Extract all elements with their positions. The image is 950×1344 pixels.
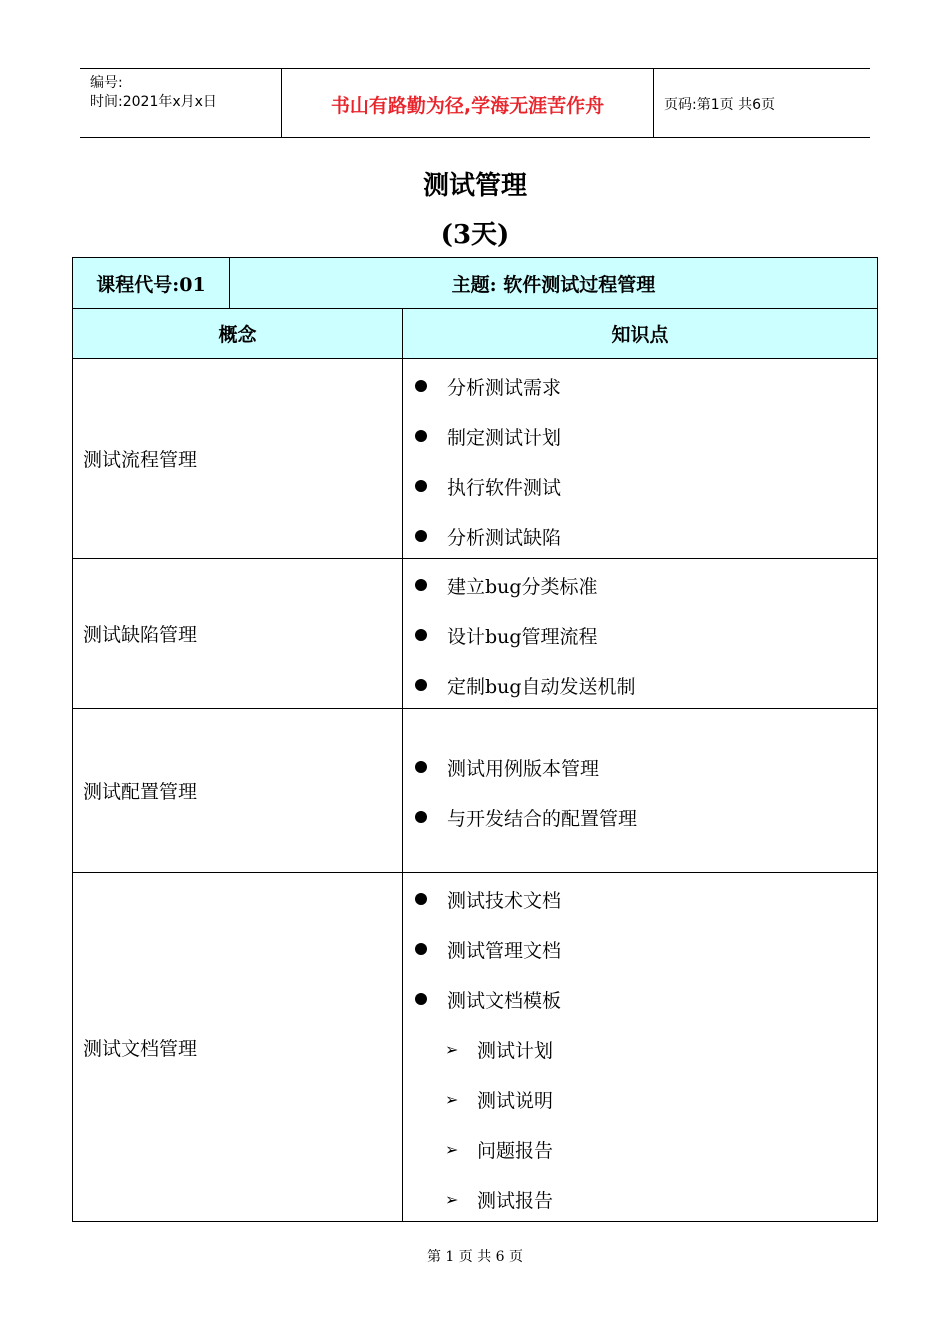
page-header [80,68,870,138]
bullet-icon [415,943,427,955]
table-row-concept [72,872,403,1222]
list-item [403,421,561,451]
list-item-text: 测试技术文档 [447,889,562,912]
list-item-text: 分析测试需求 [447,376,562,399]
header-number-label: 编号: [90,75,123,91]
list-item-text: 设计bug管理流程 [447,625,598,648]
sub-list-item [403,1134,553,1164]
list-item [403,934,561,964]
list-item [403,752,599,782]
list-item [403,620,598,650]
list-item-text: 建立bug分类标准 [447,575,598,598]
arrow-bullet-icon: ➢ [445,1189,459,1209]
list-item [403,371,561,401]
list-item [403,471,561,501]
list-item-text: 与开发结合的配置管理 [447,807,638,830]
concept-label: 测试缺陷管理 [83,624,198,646]
course-code-cell [72,257,230,309]
table-row-points [402,872,878,1222]
bullet-icon [415,579,427,591]
sub-list-item-text: 测试报告 [477,1189,554,1212]
list-item [403,521,561,551]
bullet-icon [415,380,427,392]
course-topic-cell [229,257,878,309]
header-time-label: 时间:2021年x月x日 [90,94,217,110]
list-item [403,570,598,600]
list-item [403,670,636,700]
bullet-icon [415,629,427,641]
sub-list-item-text: 问题报告 [477,1139,554,1162]
page-title: 测试管理 [422,171,527,201]
arrow-bullet-icon: ➢ [445,1139,459,1159]
header-page-info: 页码:第1页 共6页 [664,97,775,113]
table-row-points [402,708,878,873]
sub-list-item [403,1034,553,1064]
points-header-label: 知识点 [611,324,669,346]
concept-label: 测试流程管理 [83,449,198,471]
bullet-icon [415,893,427,905]
bullet-icon [415,811,427,823]
list-item-text: 定制bug自动发送机制 [447,675,636,698]
page-footer: 第 1 页 共 6 页 [426,1249,524,1265]
course-code-label: 课程代号:01 [96,273,206,296]
concept-column-header [72,308,403,359]
points-column-header [402,308,878,359]
table-row-concept [72,558,403,709]
header-motto: 书山有路勤为径,学海无涯苦作舟 [330,95,605,117]
sub-list-item [403,1084,553,1114]
course-table [72,257,878,1222]
list-item-text: 分析测试缺陷 [447,526,562,549]
bullet-icon [415,993,427,1005]
list-item [403,802,637,832]
bullet-icon [415,480,427,492]
table-row-concept [72,358,403,559]
header-meta-cell [80,69,282,137]
list-item-text: 测试管理文档 [447,939,562,962]
bullet-icon [415,530,427,542]
table-row-concept [72,708,403,873]
sub-list-item-text: 测试说明 [477,1089,554,1112]
list-item-text: 测试用例版本管理 [447,757,600,780]
table-row-points [402,358,878,559]
header-page-cell [654,69,870,137]
arrow-bullet-icon: ➢ [445,1089,459,1109]
concept-label: 测试配置管理 [83,781,198,803]
arrow-bullet-icon: ➢ [445,1039,459,1059]
bullet-icon [415,761,427,773]
sub-list-item [403,1184,553,1214]
list-item [403,884,561,914]
list-item-text: 制定测试计划 [447,426,562,449]
header-motto-cell [282,69,654,137]
page-subtitle: (3天) [440,220,510,250]
list-item-text: 执行软件测试 [447,476,562,499]
concept-label: 测试文档管理 [83,1037,198,1060]
sub-list-item-text: 测试计划 [477,1039,554,1062]
concept-header-label: 概念 [218,324,257,346]
bullet-icon [415,679,427,691]
course-topic-label: 主题: 软件测试过程管理 [451,273,656,296]
list-item-text: 测试文档模板 [447,989,562,1012]
list-item [403,984,561,1014]
table-row-points [402,558,878,709]
bullet-icon [415,430,427,442]
